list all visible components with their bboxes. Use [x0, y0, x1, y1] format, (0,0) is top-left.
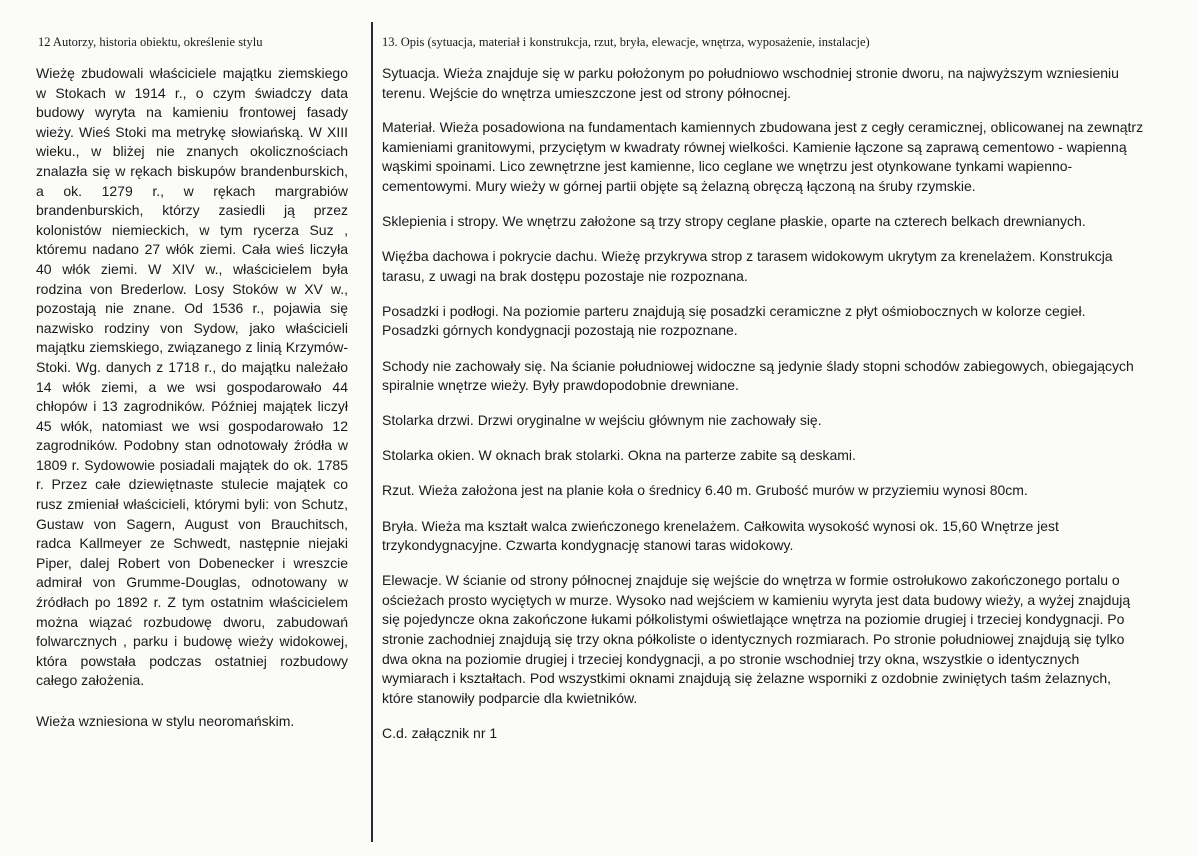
windows-paragraph: Stolarka okien. W oknach brak stolarki. Okna na parterze zabite są deskami. — [382, 447, 856, 464]
floors-paragraph: Posadzki i podłogi. Na poziomie parteru znajdują się posadzki ceramiczne z płyt ośmiobocznych w kolorze cegieł. Posadzki górnych kondygnacji pozostają nie rozpoznane. — [382, 302, 1086, 339]
style-paragraph: Wieża wzniesiona w stylu neoromańskim. — [36, 713, 295, 729]
vaults-paragraph: Sklepienia i stropy. We wnętrzu założone są trzy stropy ceglane płaskie, oparte na czterech belkach drewnianych. — [382, 213, 1086, 230]
history-section-heading: 12 Autorzy, historia obiektu, określenie stylu — [38, 35, 263, 49]
doors-paragraph: Stolarka drzwi. Drzwi oryginalne w wejściu głównym nie zachowały się. — [382, 412, 822, 429]
roof-paragraph: Więźba dachowa i pokrycie dachu. Wieżę przykrywa strop z tarasem widokowym ukrytym za krenelażem. Konstrukcja tarasu, z uwagi na brak dostępu pozostaje nie rozpoznana. — [382, 248, 1113, 284]
history-column — [36, 34, 348, 732]
description-section-heading: 13. Opis (sytuacja, materiał i konstrukcja, rzut, bryła, elewacje, wnętrza, wyposażenie, instalacje) — [382, 35, 870, 49]
stairs-paragraph: Schody nie zachowały się. Na ścianie południowej widoczne są jedynie ślady stopni schodów zabiegowych, obiegających spiralnie wnętrze wieży. Były prawdopodobnie drewniane. — [382, 357, 1134, 394]
mass-paragraph: Bryła. Wieża ma kształt walca zwieńczonego krenelażem. Całkowita wysokość wynosi ok. 15,60 Wnętrze jest trzykondygnacyjne. Czwarta kondygnację stanowi taras widokowy. — [382, 517, 1059, 554]
elevations-paragraph: Elewacje. W ścianie od strony północnej znajduje się wejście do wnętrza w formie ostrołukowo zakończonego portalu o ościeżach prosto wyciętych w murze. Wysoko nad wejściem w kamieniu wyryta jest data budowy wieży, a wyżej znajdują się pojedyncze okna zakończone łukami półkolistymi oświetlające wnętrza na poziomie drugiej i trzeciej kondygnacji. Po stronie zachodniej znajdują się trzy okna półkoliste o identycznych rozmiarach. Po stronie południowej znajdują się tylko dwa okna na poziomie drugiej i trzeciej kondygnacji, a po stronie wschodniej trzy okna, wszystkie o identycznych wymiarach i kształtach. Pod wszystkimi oknami znajdują się żelazne wsporniki z ozdobnie zwiniętych taśm żelaznych, które stanowiły podparcie dla kwietników. — [382, 572, 1131, 706]
history-paragraph: Wieżę zbudowali właściciele majątku ziemskiego w Stokach w 1914 r., o czym świadczy data budowy wyryta na kamieniu frontowej fasady wieży. Wieś Stoki ma metrykę słowiańską. W XIII wieku., w bliżej nie znanych okolicznościach znalazła się w rękach biskupów brandenburskich, a ok. 1279 r., w rękach margrabiów brandenburskich, którzy zasiedli ją przez kolonistów niemieckich, w tym rycerza Suz , któremu nadano 27 włók ziemi. Cała wieś liczyła 40 włók ziemi. W XIV w., właścicielem była rodzina von Brederlow. Losy Stoków w XV w., pozostają nie znane. Od 1536 r., pojawia się nazwisko rodziny von Sydow, jako właścicieli majątku ziemskiego, związanego z linią Krzymów-Stoki. Wg. danych z 1718 r., do majątku należało 14 włók ziemi, a we wsi gospodarowało 44 chłopów i 13 zagrodników. Później majątek liczył 45 włók, natomiast we wsi gospodarowało 12 zagrodników. Podobny stan odnotowały źródła w 1809 r. Sydowowie posiadali majątek do ok. 1785 r. Przez całe dziewiętnaste stulecie majątek co rusz zmieniał właścicieli, którymi byli: von Schutz, Gustaw von Sagern, August von Brauchitsch, radca Kallmeyer ze Schwedt, następnie niejaki Piper, dalej Robert von Dobenecker i wreszcie admirał von Grumme-Douglas, odnotowany w źródłach po 1892 r. Z tym ostatnim właścicielem można wiązać rozbudowę dworu, zabudowań folwarcznych , parku i budowę wieży widokowej, która powstała podczas ostatniej rozbudowy całego założenia. — [36, 65, 348, 689]
material-paragraph: Materiał. Wieża posadowiona na fundamentach kamiennych zbudowana jest z cegły ceramicznej, oblicowanej na zewnątrz kamieniami granitowymi, przyciętym w kwadraty równej wielkości. Kamienie łączone są zaprawą cementowo - wapienną wąskimi spoinami. Lico zewnętrzne jest kamienne, lico ceglane we wnętrzu jest otynkowane tynkami wapienno-cementowymi. Mury wieży w górnej partii objęte są żelazną obręczą łączoną na śruby rzymskie. — [382, 119, 1144, 194]
continuation-note: C.d. załącznik nr 1 — [382, 724, 498, 741]
history-body — [36, 64, 348, 732]
description-body — [382, 64, 1144, 743]
plan-paragraph: Rzut. Wieża założona jest na planie koła o średnicy 6.40 m. Grubość murów w przyziemiu wynosi 80cm. — [382, 482, 1028, 499]
column-divider — [371, 22, 373, 842]
description-column — [382, 34, 1144, 759]
situation-paragraph: Sytuacja. Wieża znajduje się w parku położonym po południowo wschodniej stronie dworu, na najwyższym wzniesieniu terenu. Wejście do wnętrza umieszczone jest od strony północnej. — [382, 65, 1119, 101]
